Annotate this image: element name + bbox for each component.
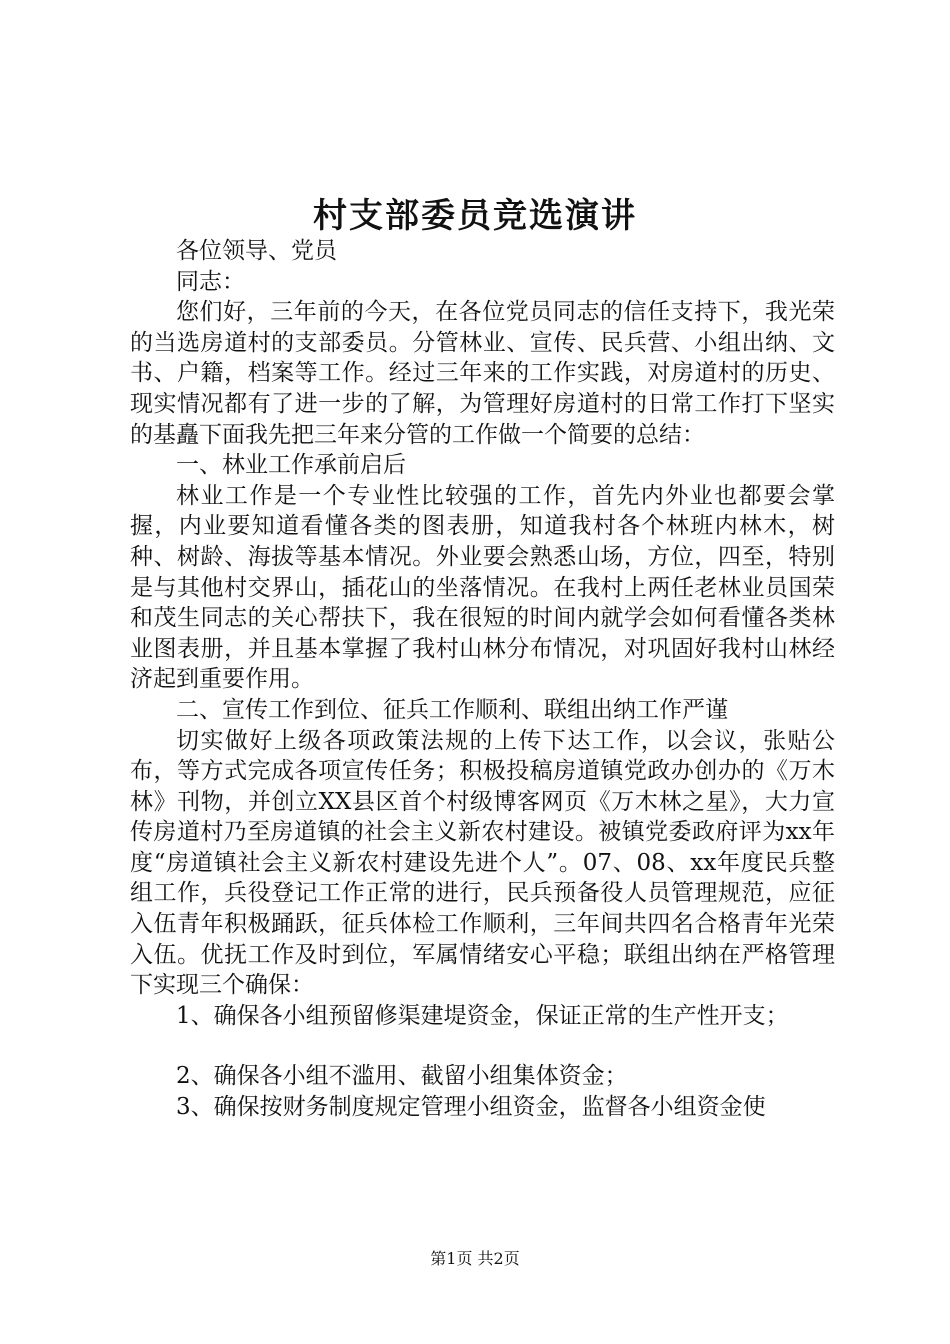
section-heading-publicity: 二、宣传工作到位、征兵工作顺利、联组出纳工作严谨 bbox=[176, 696, 728, 723]
salutation-line-2: 同志： bbox=[176, 268, 245, 295]
blank-line bbox=[130, 1031, 835, 1061]
section-heading-forestry: 一、林业工作承前启后 bbox=[176, 452, 406, 479]
paragraph-publicity: 切实做好上级各项政策法规的上传下达工作，以会议，张贴公布，等方式完成各项宣传任务；积极投稿房道镇党政办创办的《万木林》刊物，并创立XX县区首个村级博客网页《万木林之星》，大力宣传房道村乃至房道镇的社会主义新农村建设。被镇党委政府评为xx年度“房道镇社会主义新农村建设先进个人”。07、08、xx年度民兵整组工作，兵役登记工作正常的进行，民兵预备役人员管理规范，应征入伍青年积极踊跃，征兵体检工作顺利，三年间共四名合格青年光荣入伍。优抚工作及时到位，军属情绪安心平稳；联组出纳在严格管理下实现三个确保： bbox=[130, 727, 835, 999]
list-item-1: 1、确保各小组预留修渠建堤资金，保证正常的生产性开支； bbox=[176, 1002, 789, 1029]
document-body bbox=[130, 236, 835, 1123]
list-item-2: 2、确保各小组不滥用、截留小组集体资金； bbox=[176, 1063, 628, 1090]
document-title: 村支部委员竞选演讲 bbox=[313, 196, 637, 236]
paragraph-forestry: 林业工作是一个专业性比较强的工作，首先内外业也都要会掌握，内业要知道看懂各类的图表册，知道我村各个林班内林木，树种、树龄、海拔等基本情况。外业要会熟悉山场，方位，四至，特别是与其他村交界山，插花山的坐落情况。在我村上两任老林业员国荣和茂生同志的关心帮扶下，我在很短的时间内就学会如何看懂各类林业图表册，并且基本掌握了我村山林分布情况，对巩固好我村山林经济起到重要作用。 bbox=[130, 482, 835, 693]
list-item-3: 3、确保按财务制度规定管理小组资金，监督各小组资金使 bbox=[176, 1094, 766, 1121]
page-footer: 第1页 共2页 bbox=[430, 1249, 520, 1268]
paragraph-intro: 您们好，三年前的今天，在各位党员同志的信任支持下，我光荣的当选房道村的支部委员。分管林业、宣传、民兵营、小组出纳、文书、户籍，档案等工作。经过三年来的工作实践，对房道村的历史、现实情况都有了进一步的了解，为管理好房道村的日常工作打下坚实的基矗下面我先把三年来分管的工作做一个简要的总结： bbox=[130, 299, 835, 448]
salutation-line-1: 各位领导、党员 bbox=[176, 238, 337, 264]
